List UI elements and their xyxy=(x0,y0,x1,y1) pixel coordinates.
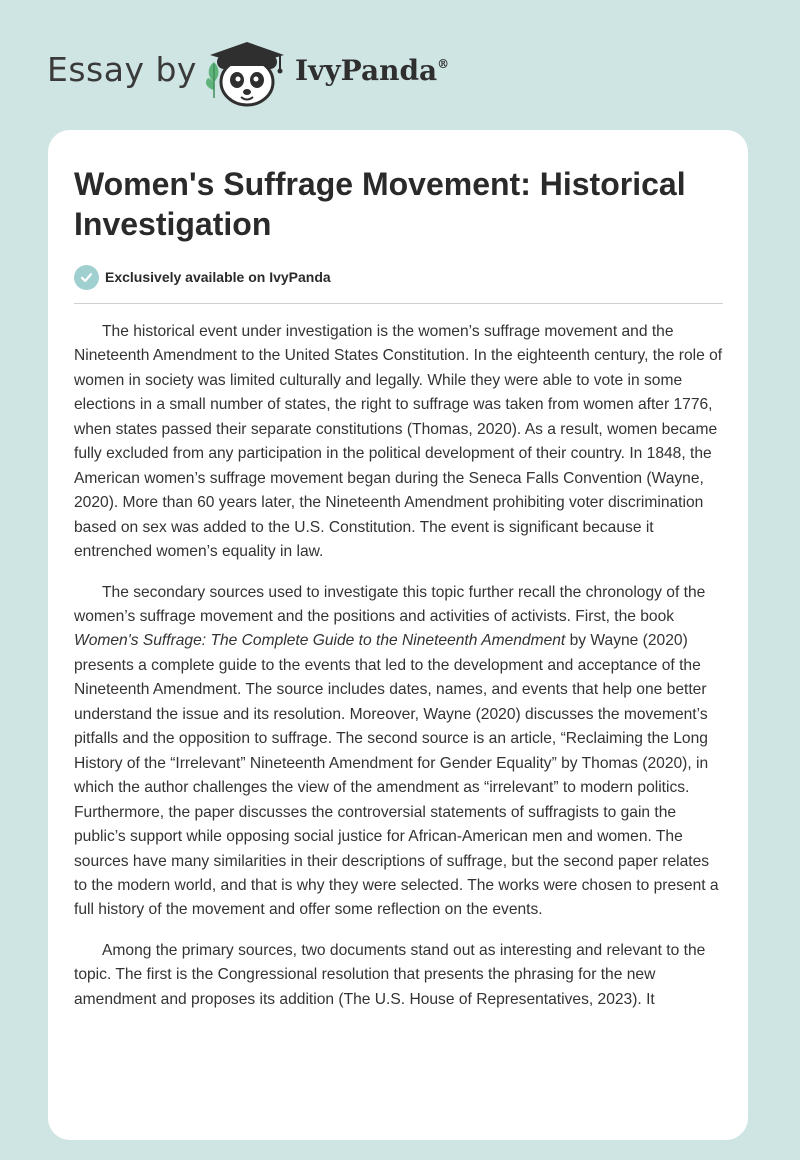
registered-mark: ® xyxy=(437,56,450,71)
book-title: Women's Suffrage: The Complete Guide to the Nineteenth Amendment xyxy=(74,632,566,650)
panda-graduation-cap-icon xyxy=(200,36,290,110)
divider xyxy=(74,303,723,304)
exclusive-badge xyxy=(74,264,331,290)
site-header xyxy=(0,0,800,130)
essay-by-label: Essay by xyxy=(47,50,197,89)
page-title: Women's Suffrage Movement: Historical Investigation xyxy=(74,166,686,242)
paragraph-1: The historical event under investigation is the women’s suffrage movement and the Nineteenth Amendment to the United States Constitution. In the eighteenth century, the role of women in society was limited culturally and legally. While they were able to vote in some elections in a small number of states, the right to suffrage was taken from women after 1776, when states passed their separate constitutions (Thomas, 2020). As a result, women became fully excluded from any participation in the political development of their country. In 1848, the American women’s suffrage movement began during the Seneca Falls Convention (Wayne, 2020). More than 60 years later, the Nineteenth Amendment prohibiting voter discrimination based on sex was added to the U.S. Constitution. The event is significant because it entrenched women’s equality in law. xyxy=(74,323,723,561)
paragraph-2-intro: The secondary sources used to investigate this topic further recall the chronology of the women’s suffrage movement and the positions and activities of activists. First, the book xyxy=(74,583,706,625)
paragraph-2-rest: by Wayne (2020) presents a complete guide to the events that led to the development and acceptance of the Nineteenth Amendment. The source includes dates, names, and events that help one better understand the issue and its resolution. Moreover, Wayne (2020) discusses the movement’s pitfalls and the opposition to suffrage. The second source is an article, “Reclaiming the Long History of the “Irrelevant” Nineteenth Amendment for Gender Equality” by Thomas (2020), in which the author challenges the view of the amendment as “irrelevant” to modern politics. Furthermore, the paper discusses the controversial statements of suffragists to gain the public’s support while opposing social justice for African-American men and women. The sources have many similarities in their descriptions of suffrage, but the second paper relates to the modern world, and that is why they were selected. The works were chosen to present a full history of the movement and offer some reflection on the events. xyxy=(74,632,719,919)
badge-label: Exclusively available on IvyPanda xyxy=(105,269,331,285)
essay-body xyxy=(74,320,726,1028)
essay-card xyxy=(48,130,748,1140)
brand-name: IvyPanda xyxy=(295,54,438,87)
check-icon xyxy=(74,265,99,290)
paragraph-3: Among the primary sources, two documents stand out as interesting and relevant to the topic. The first is the Congressional resolution that presents the phrasing for the new amendment and proposes its addition (The U.S. House of Representatives, 2023). It xyxy=(74,941,706,1008)
brand-logo-text xyxy=(295,54,449,87)
paragraph-2 xyxy=(74,581,726,923)
